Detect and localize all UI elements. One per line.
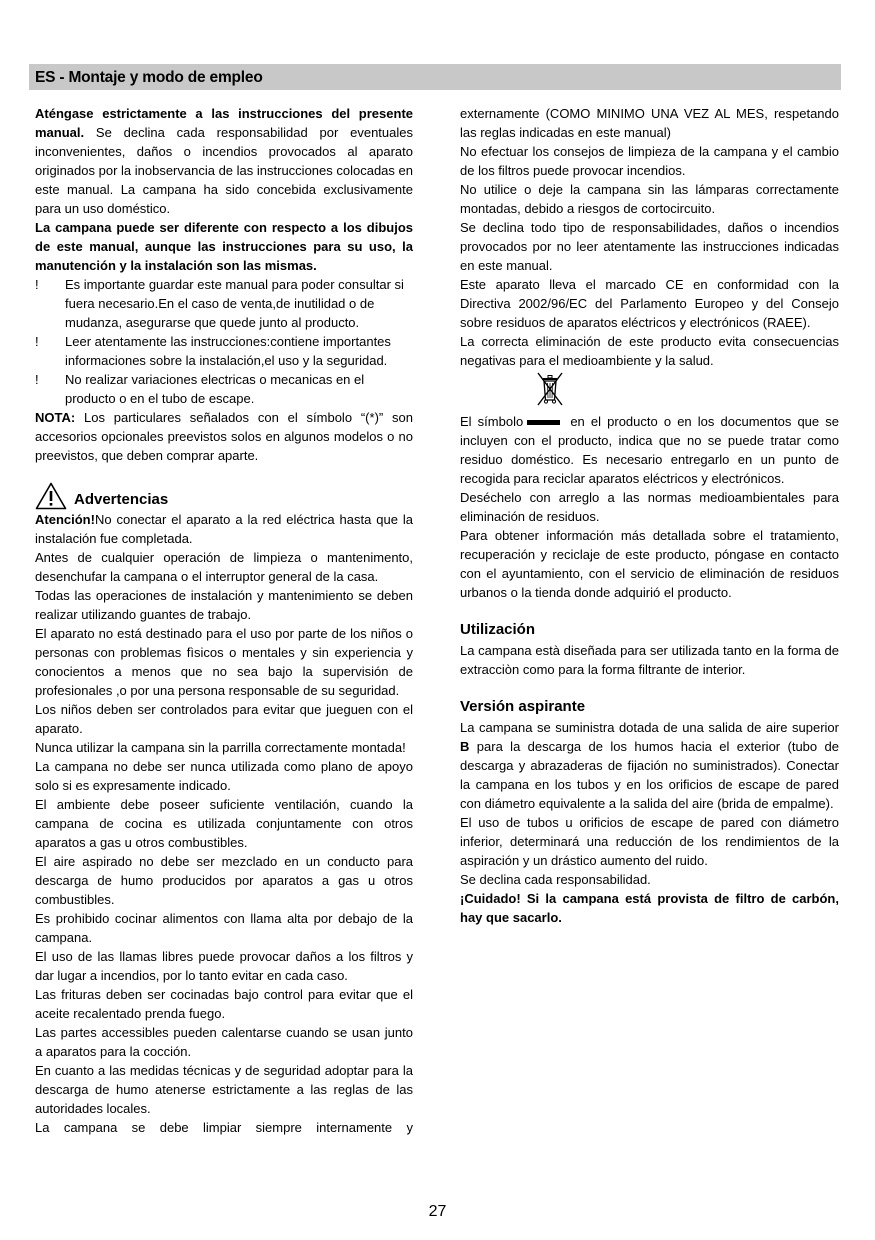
carbon-filter-warning: ¡Cuidado! Si la campana está provista de filtro de carbón, hay que sacarlo. bbox=[460, 891, 839, 925]
attention-text: No conectar el aparato a la red eléctrica hasta que la instalación fue completada. bbox=[35, 512, 413, 546]
exclamation-bullet: ! bbox=[35, 334, 39, 349]
black-bar-symbol bbox=[527, 420, 560, 425]
outlet-label: B bbox=[460, 739, 470, 754]
intro-paragraph bbox=[35, 104, 413, 218]
aspirante-title: Versión aspirante bbox=[460, 698, 586, 715]
warnings-heading bbox=[35, 480, 413, 510]
symbol-text-before: El símbolo bbox=[460, 414, 524, 429]
list-item bbox=[35, 370, 413, 408]
crossed-bin-icon bbox=[532, 370, 568, 415]
weee-symbol-area bbox=[460, 370, 839, 412]
nota-paragraph bbox=[35, 408, 413, 465]
list-item bbox=[35, 332, 413, 370]
aspirante-paragraph: Se declina cada responsabilidad. bbox=[460, 872, 651, 887]
list-item-text: Leer atentamente las instrucciones:contiene importantes informaciones sobre la instalación,el uso y la seguridad. bbox=[65, 334, 391, 368]
warning-paragraph: Antes de cualquier operación de limpieza o mantenimento, desenchufar la campana o el interruptor general de la casa. bbox=[35, 550, 413, 584]
warnings-title: Advertencias bbox=[74, 491, 169, 508]
left-column bbox=[35, 104, 413, 1137]
utilizacion-text: La campana està diseñada para ser utilizada tanto en la forma de extracciòn como para la forma filtrante de interior. bbox=[460, 643, 839, 677]
aspirante-paragraph bbox=[460, 718, 839, 813]
right-paragraph: Se declina todo tipo de responsabilidades, daños o incendios provocados por no leer atentamente las instrucciones indicadas en este manual. bbox=[460, 220, 839, 273]
section-header-bar bbox=[29, 64, 841, 90]
utilizacion-title: Utilización bbox=[460, 621, 536, 638]
exclamation-bullet: ! bbox=[35, 372, 39, 387]
right-paragraph: No utilice o deje la campana sin las lámparas correctamente montadas, debido a riesgos de cortocircuito. bbox=[460, 182, 839, 216]
intro-bold: Aténgase estrictamente a las instrucciones del presente manual. bbox=[35, 106, 413, 140]
warning-paragraph: Nunca utilizar la campana sin la parrilla correctamente montada! bbox=[35, 740, 406, 755]
warning-paragraph: Es prohibido cocinar alimentos con llama alta por debajo de la campana. bbox=[35, 911, 413, 945]
aspirante-text-a: La campana se suministra dotada de una salida de aire superior bbox=[460, 720, 839, 735]
warning-paragraph: El aparato no está destinado para el uso por parte de los niños o personas con problemas fìsicos o mentales y sin experiencia y conocientos a menos que no sea bajo la supervisión de profesionales ,o por una persona responsable de su seguridad. bbox=[35, 626, 413, 698]
list-item-text: Es importante guardar este manual para poder consultar si fuera necesario.En el caso de venta,de inutilidad o de mudanza, asegurarse que quede junto al producto. bbox=[65, 277, 404, 330]
right-paragraph: Este aparato lleva el marcado CE en conformidad con la Directiva 2002/96/EC del Parlamento Europeo y del Consejo sobre residuos de aparatos eléctricos y electrónicos (RAEE). bbox=[460, 277, 839, 330]
intro-text: Se declina cada responsabilidad por eventuales inconvenientes, daños o incendios provocados al aparato originados por la inobservancia de las instrucciones colocadas en este manual. La campana ha sido concebida exclusivamente para un uso doméstico. bbox=[35, 125, 413, 216]
warning-paragraph bbox=[35, 510, 413, 548]
section-title: ES - Montaje y modo de empleo bbox=[35, 69, 263, 86]
right-paragraph: No efectuar los consejos de limpieza de la campana y el cambio de los filtros puede provocar incendios. bbox=[460, 144, 839, 178]
symbol-paragraph bbox=[460, 412, 839, 488]
aspirante-paragraph: El uso de tubos u orificios de escape de pared con diámetro inferior, determinará una reducción de los rendimientos de la aspiración y un drástico aumento del ruido. bbox=[460, 815, 839, 868]
warning-paragraph: Todas las operaciones de instalación y mantenimiento se deben realizar utilizando guantes de trabajo. bbox=[35, 588, 413, 622]
list-item bbox=[35, 275, 413, 332]
design-note: La campana puede ser diferente con respecto a los dibujos de este manual, aunque las instrucciones para su uso, la manutención y la instalación son las mismas. bbox=[35, 220, 413, 273]
right-paragraph: Para obtener información más detallada sobre el tratamiento, recuperación y reciclaje de este producto, póngase en contacto con el ayuntamiento, con el servicio de eliminación de residuos urbanos o la tienda donde adquirió el producto. bbox=[460, 528, 839, 600]
page-number: 27 bbox=[428, 1203, 447, 1220]
warning-triangle-icon bbox=[35, 482, 67, 515]
nota-text: Los particulares señalados con el símbolo “(*)” son accesorios opcionales preevistos solos en algunos modelos o no preevistos, que deben comprar aparte. bbox=[35, 410, 413, 463]
warning-paragraph: Las partes accessibles pueden calentarse cuando se usan junto a aparatos para la cocción. bbox=[35, 1025, 413, 1059]
aspirante-text-c: para la descarga de los humos hacia el exterior (tubo de descarga y abrazaderas de fijación no suministrados). Conectar la campana en los tubos y en los orificios de escape de pared con diámetro equivalente a la salida del aire (brida de empalme). bbox=[460, 739, 839, 811]
exclamation-bullet: ! bbox=[35, 277, 39, 292]
list-item-text: No realizar variaciones electricas o mecanicas en el producto o en el tubo de escape. bbox=[65, 372, 365, 406]
right-paragraph: Deséchelo con arreglo a las normas medioambientales para eliminación de residuos. bbox=[460, 490, 839, 524]
warning-paragraph: El aire aspirado no debe ser mezclado en un conducto para descarga de humo producidos por aparatos a gas u otros combustibles. bbox=[35, 854, 413, 907]
symbol-text-after: en el producto o en los documentos que se incluyen con el producto, indica que no se puede tratar como residuo doméstico. Es necesario entregarlo en un punto de recogida para reciclar aparatos eléctricos y electrónicos. bbox=[460, 414, 839, 486]
warning-paragraph: El uso de las llamas libres puede provocar daños a los filtros y dar lugar a incendios, por lo tanto evitar en cada caso. bbox=[35, 949, 413, 983]
warning-paragraph: La campana se debe limpiar siempre internamente y bbox=[35, 1120, 413, 1135]
warning-paragraph: Los niños deben ser controlados para evitar que jueguen con el aparato. bbox=[35, 702, 413, 736]
right-column bbox=[460, 104, 839, 927]
warning-paragraph: En cuanto a las medidas técnicas y de seguridad adoptar para la descarga de humo atenerse estrictamente a las reglas de las autoridades locales. bbox=[35, 1063, 413, 1116]
nota-label: NOTA: bbox=[35, 410, 76, 425]
warning-paragraph: El ambiente debe poseer suficiente ventilación, cuando la campana de cocina es utilizada conjuntamente con otros aparatos a gas u otros combustibles. bbox=[35, 797, 413, 850]
warning-paragraph: La campana no debe ser nunca utilizada como plano de apoyo solo si es expresamente indicado. bbox=[35, 759, 413, 793]
right-paragraph: La correcta eliminación de este producto evita consecuencias negativas para el medioambiente y la salud. bbox=[460, 334, 839, 368]
right-paragraph: externamente (COMO MINIMO UNA VEZ AL MES, respetando las reglas indicadas en este manual) bbox=[460, 106, 839, 140]
warning-paragraph: Las frituras deben ser cocinadas bajo control para evitar que el aceite recalentado prenda fuego. bbox=[35, 987, 413, 1021]
attention-label: Atención! bbox=[35, 512, 95, 527]
